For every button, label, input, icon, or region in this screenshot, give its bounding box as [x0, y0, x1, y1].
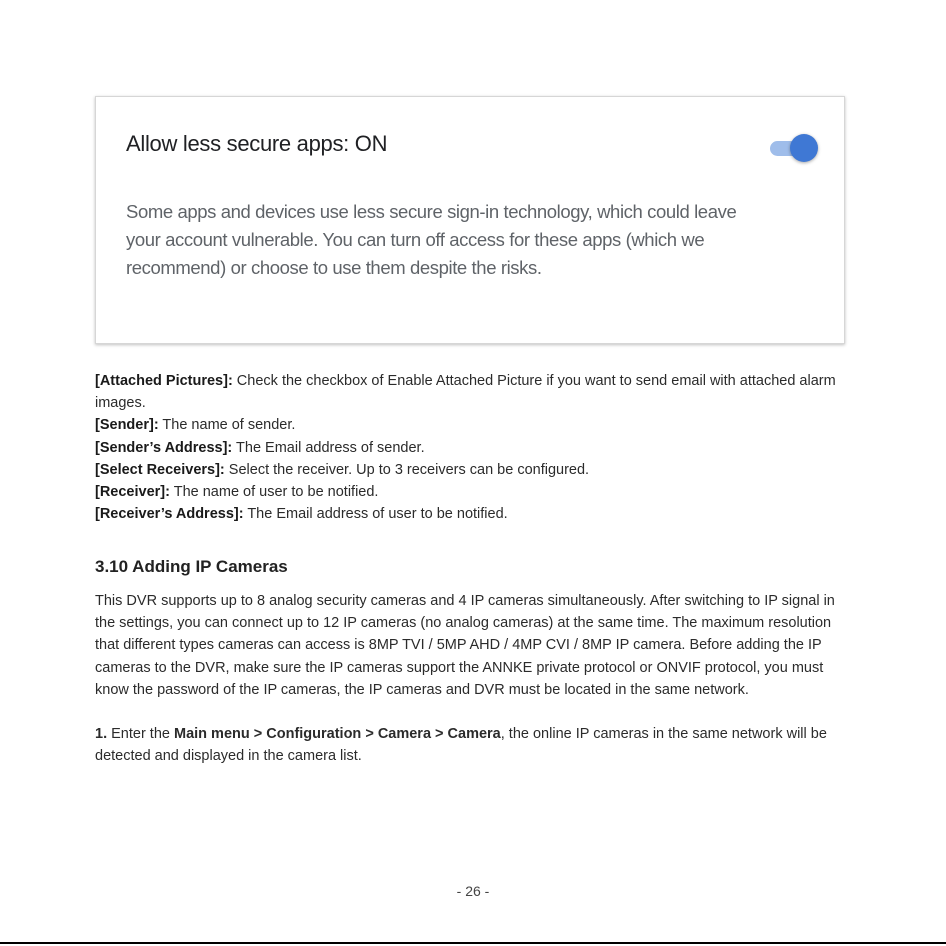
definition-text: The Email address of sender. [232, 439, 425, 456]
bottom-divider [0, 942, 946, 944]
section-heading: 3.10 Adding IP Cameras [95, 557, 288, 576]
field-definitions [95, 370, 855, 525]
step-prefix: Enter the [107, 726, 174, 742]
definition-text: The name of sender. [158, 417, 296, 434]
definition-attached-pictures [95, 370, 855, 414]
definition-sender-address [95, 437, 855, 459]
less-secure-apps-toggle[interactable] [770, 134, 818, 162]
step-1 [95, 723, 850, 767]
definition-term: [Sender’s Address]: [95, 439, 233, 456]
definition-select-receivers [95, 459, 855, 481]
definition-term: [Select Receivers]: [95, 461, 225, 478]
step-number: 1. [95, 726, 108, 742]
toggle-thumb [790, 134, 818, 162]
definition-text: Check the checkbox of Enable Attached Picture if you want to send email with attached alarm images. [95, 373, 836, 412]
section-paragraph: This DVR supports up to 8 analog security cameras and 4 IP cameras simultaneously. After switching to IP signal in the settings, you can connect up to 12 IP cameras (no analog cameras) at the same time. The maximum resolution that different types cameras can access is 8MP TVI / 5MP AHD / 4MP CVI / 8MP IP camera. Before adding the IP cameras to the DVR, make sure the IP cameras support the ANNKE private protocol or ONVIF protocol, you must know the password of the IP cameras, the IP cameras and DVR must be located in the same network. [95, 593, 835, 698]
definition-term: [Receiver]: [95, 484, 170, 501]
step-suffix: , the online IP cameras in the same network will be detected and displayed in the camera list. [95, 726, 827, 765]
settings-card [95, 96, 845, 344]
definition-term: [Sender]: [95, 417, 159, 434]
definition-sender [95, 414, 855, 436]
definition-term: [Receiver’s Address]: [95, 506, 244, 523]
definition-term: [Attached Pictures]: [95, 373, 233, 389]
card-description: Some apps and devices use less secure sign-in technology, which could leave your account vulnerable. You can turn off access for these apps (which we recommend) or choose to use them despite the risks. [126, 201, 737, 278]
definition-text: Select the receiver. Up to 3 receivers can be configured. [224, 461, 590, 478]
menu-path: Main menu > Configuration > Camera > Camera [174, 726, 501, 742]
definition-text: The Email address of user to be notified. [243, 506, 508, 523]
page-number: - 26 - [456, 883, 490, 899]
card-title: Allow less secure apps: ON [126, 131, 388, 156]
definition-receiver [95, 481, 855, 503]
definition-receiver-address [95, 503, 855, 525]
definition-text: The name of user to be notified. [169, 484, 379, 501]
